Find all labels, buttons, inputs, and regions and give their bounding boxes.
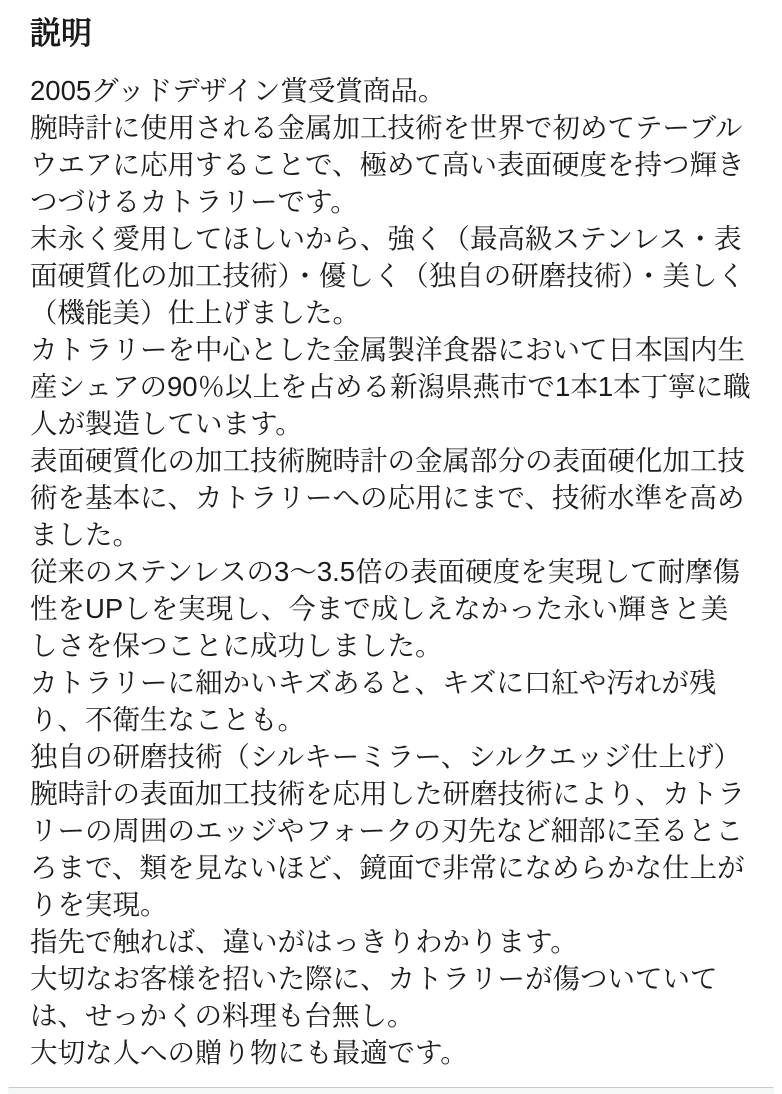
description-paragraph: 指先で触れば、違いがはっきりわかります。 bbox=[30, 926, 578, 957]
description-paragraph: 大切なお客様を招いた際に、カトラリーが傷ついていては、せっかくの料理も台無し。 bbox=[30, 963, 718, 1031]
description-paragraph: 末永く愛用してほしいから、強く（最高級ステンレス・表面硬質化の加工技術）・優しく（独自の研磨技術）・美しく（機能美）仕上げました。 bbox=[30, 223, 745, 328]
description-paragraph: 表面硬質化の加工技術腕時計の金属部分の表面硬化加工技術を基本に、カトラリーへの応用にまで、技術水準を高めました。 bbox=[30, 445, 745, 550]
description-paragraph: 大切な人への贈り物にも最適です。 bbox=[30, 1037, 468, 1068]
description-paragraph: 独自の研磨技術（シルキーミラー、シルクエッジ仕上げ） bbox=[30, 741, 741, 772]
description-paragraph: 腕時計の表面加工技術を応用した研磨技術により、カトラリーの周囲のエッジやフォークの刃先など細部に至るところまで、類を見ないほど、鏡面で非常になめらかな仕上がりを実現。 bbox=[30, 778, 745, 920]
description-paragraph: 腕時計に使用される金属加工技術を世界で初めてテーブルウエアに応用することで、極めて高い表面硬度を持つ輝きつづけるカトラリーです。 bbox=[30, 112, 745, 217]
description-paragraph: カトラリーを中心とした金属製洋食器において日本国内生産シェアの90％以上を占める新潟県燕市で1本1本丁寧に職人が製造しています。 bbox=[30, 334, 751, 439]
description-paragraph: 2005グッドデザイン賞受賞商品。 bbox=[30, 75, 446, 106]
page-bottom-divider bbox=[8, 1087, 774, 1094]
description-paragraph: 従来のステンレスの3〜3.5倍の表面硬度を実現して耐摩傷性をUPしを実現し、今まで成しえなかった永い輝きと美しさを保つことに成功しました。 bbox=[30, 556, 741, 661]
description-paragraph: カトラリーに細かいキズあると、キズに口紅や汚れが残り、不衛生なことも。 bbox=[30, 667, 717, 735]
section-heading: 説明 bbox=[30, 16, 92, 51]
description-body bbox=[30, 72, 754, 1071]
product-description-section bbox=[0, 14, 782, 1071]
